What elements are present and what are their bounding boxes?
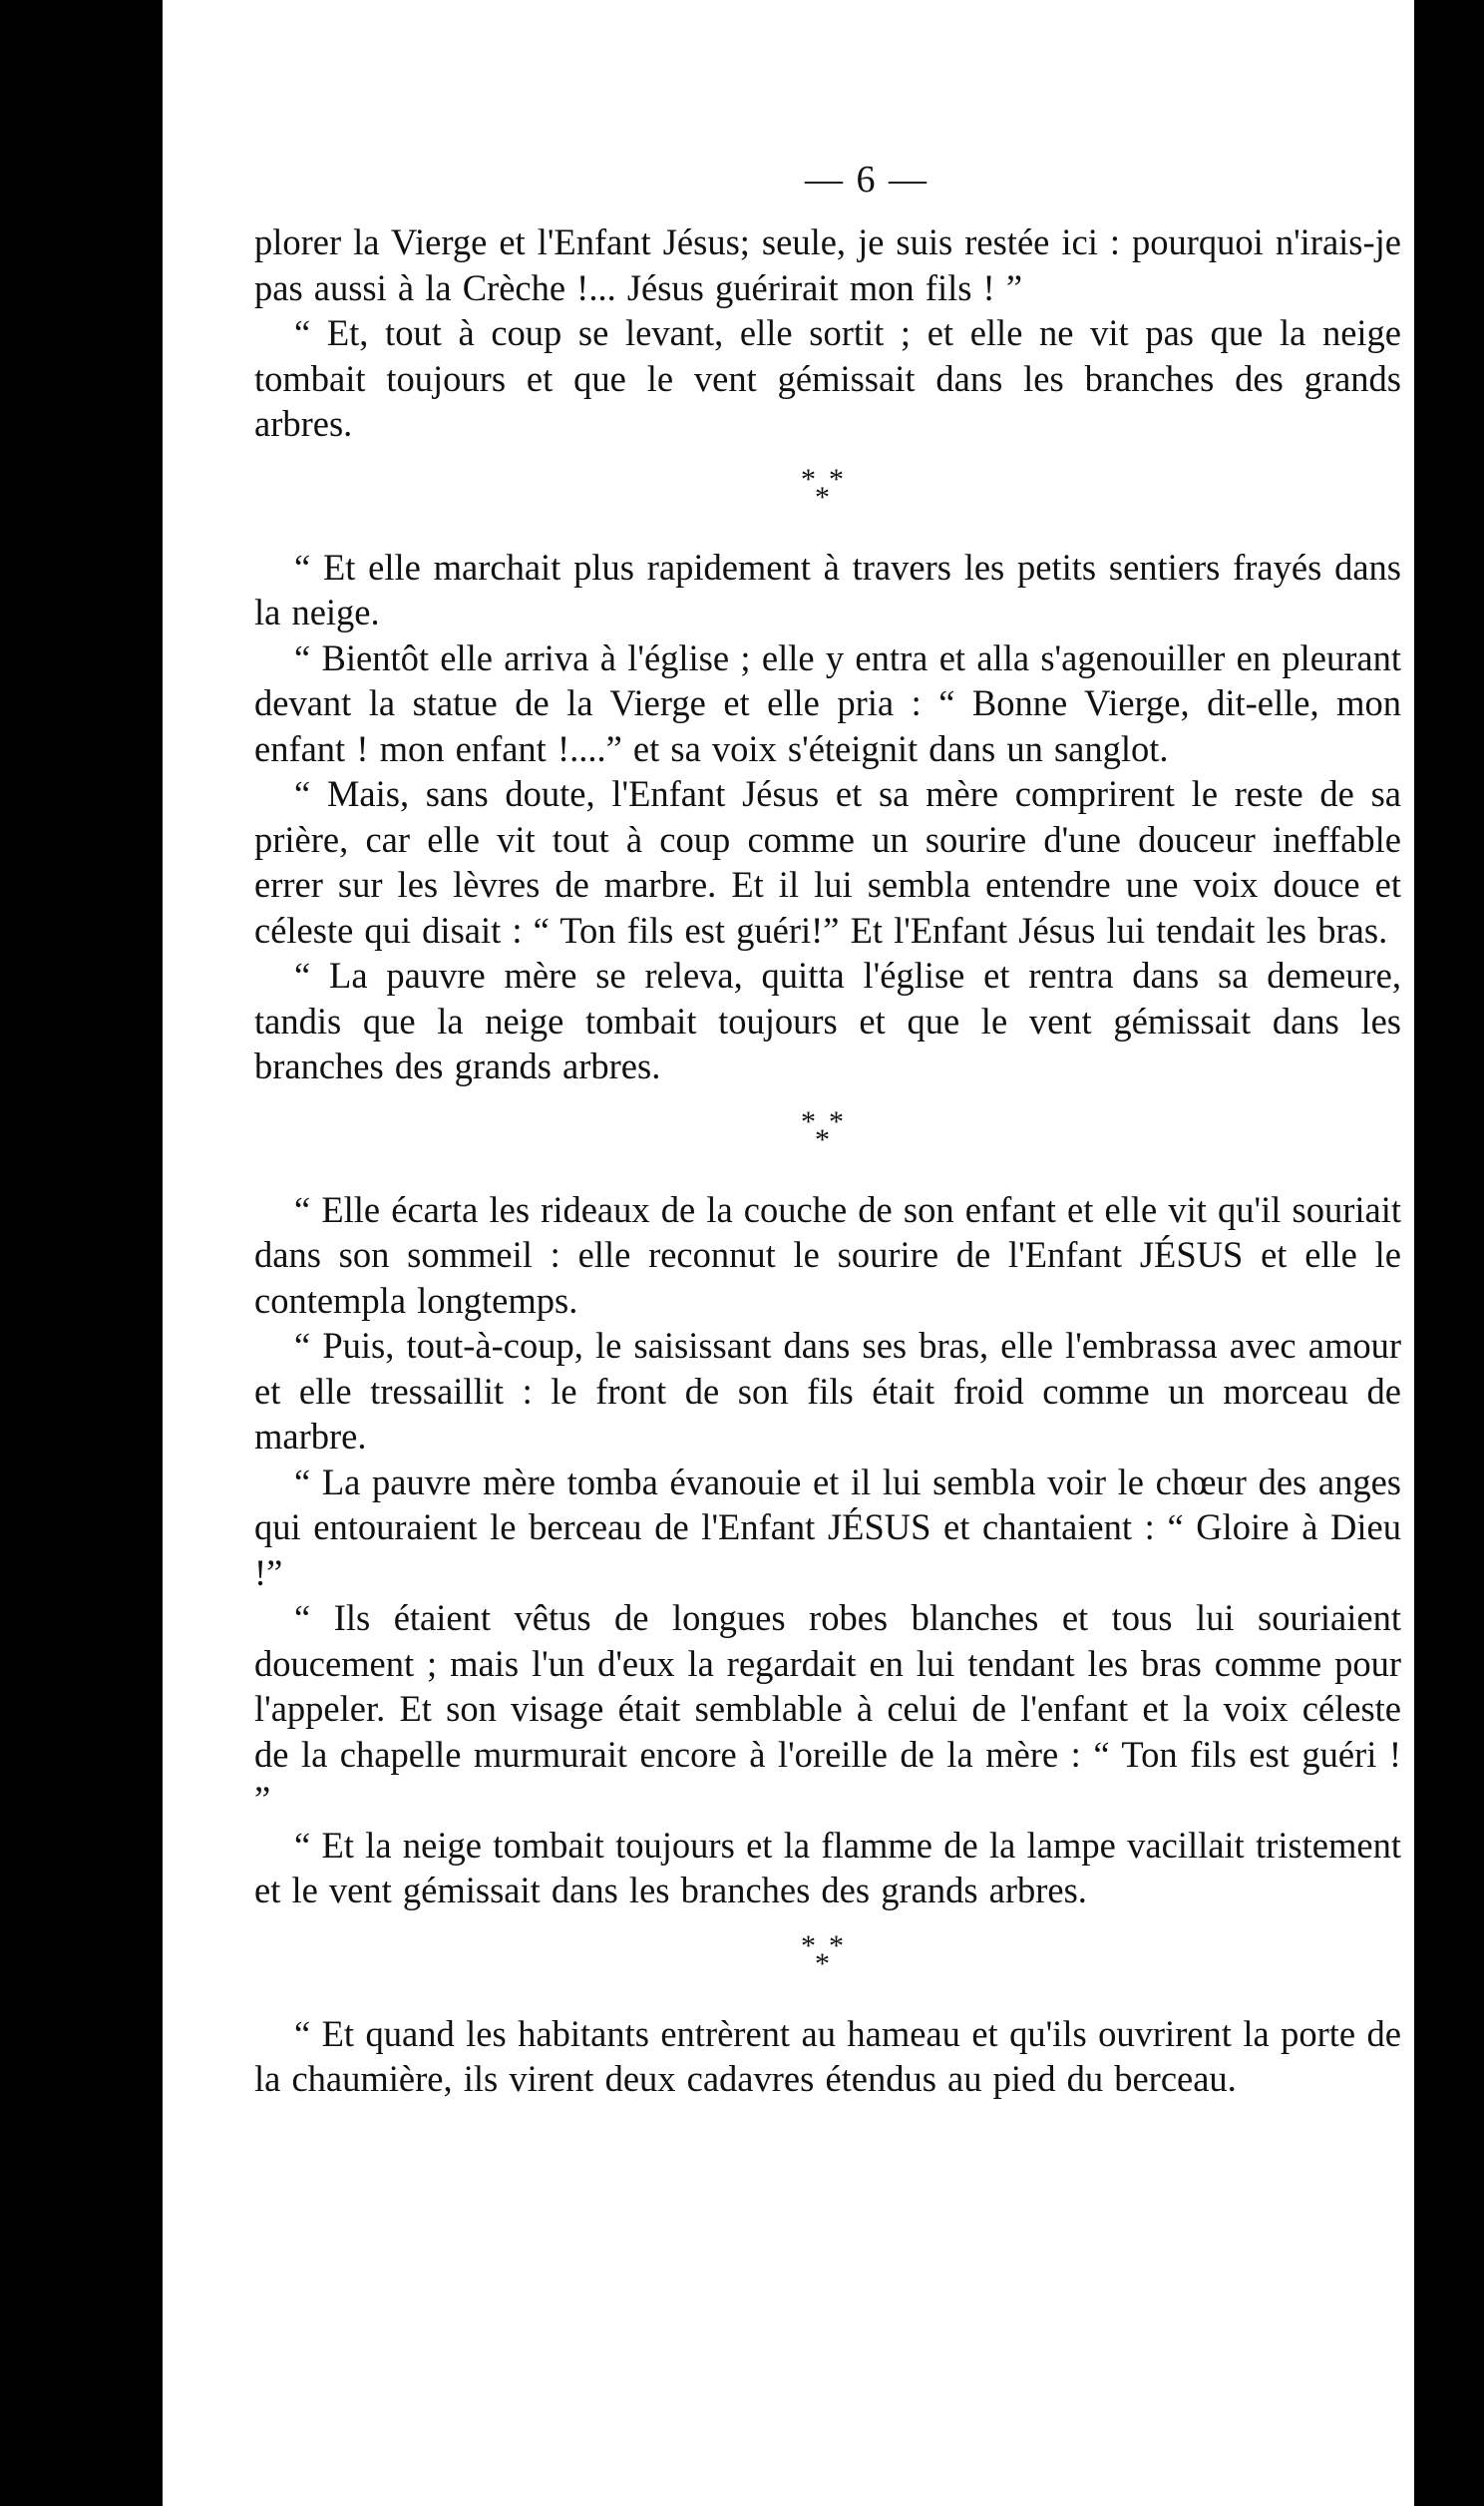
page-content (254, 150, 1401, 2102)
asterism-separator (254, 1101, 1401, 1175)
paragraph: “ Et la neige tombait toujours et la flamme de la lampe vacillait tristement et le vent gémissait dans les branches des grands arbres. (254, 1824, 1401, 1910)
asterisk: * (815, 480, 830, 514)
asterisk: * (829, 1928, 844, 1962)
paragraph: “ Et elle marchait plus rapidement à travers les petits sentiers frayés dans la neige. (254, 546, 1401, 632)
page-number: — 6 — (805, 159, 928, 201)
paragraph-continuation: plorer la Vierge et l'Enfant Jésus; seule, je suis restée ici : pourquoi n'irais-je pas aussi à la Crèche !... Jésus guérirait mon fils ! ” (254, 221, 1401, 308)
asterisk: * (801, 1104, 816, 1138)
paragraph-final: “ Et quand les habitants entrèrent au hameau et qu'ils ouvrirent la porte de la chaumière, ils virent deux cadavres étendus au pied du berceau. (254, 2012, 1401, 2099)
paragraph: “ La pauvre mère tomba évanouie et il lui sembla voir le chœur des anges qui entouraient le berceau de l'Enfant JÉSUS et chantaient : “ Gloire à Dieu !” (254, 1461, 1401, 1593)
book-page (163, 0, 1414, 2506)
asterisk: * (829, 1104, 844, 1138)
asterisk: * (815, 1122, 830, 1156)
paragraph: “ La pauvre mère se releva, quitta l'église et rentra dans sa demeure, tandis que la neige tombait toujours et que le vent gémissait dans les branches des grands arbres. (254, 955, 1401, 1086)
paragraph: “ Mais, sans doute, l'Enfant Jésus et sa mère comprirent le reste de sa prière, car elle vit tout à coup comme un sourire d'une douceur ineffable errer sur les lèvres de marbre. Et il lui sembla entendre une voix douce et céleste qui disait : “ Ton fils est guéri!” Et l'Enfant Jésus lui tendait les bras. (254, 773, 1401, 951)
paragraph: “ Et, tout à coup se levant, elle sortit ; et elle ne vit pas que la neige tombait toujours et que le vent gémissait dans les branches des grands arbres. (254, 312, 1401, 444)
asterism-separator (254, 459, 1401, 533)
asterisk: * (801, 1928, 816, 1962)
paragraph: “ Elle écarta les rideaux de la couche de son enfant et elle vit qu'il souriait dans son sommeil : elle reconnut le sourire de l'Enfant JÉSUS et elle le contempla longtemps. (254, 1188, 1401, 1321)
asterisk: * (815, 1946, 830, 1980)
paragraph: “ Ils étaient vêtus de longues robes blanches et tous lui souriaient doucement ; mais l'un d'eux la regardait en lui tendant les bras comme pour l'appeler. Et son visage était semblable à celui de l'enfant et la voix céleste de la chapelle murmurait encore à l'oreille de la mère : “ Ton fils est guéri ! ” (254, 1597, 1401, 1820)
asterisk: * (801, 462, 816, 496)
paragraph: “ Bientôt elle arriva à l'église ; elle y entra et alla s'agenouiller en pleurant devant la statue de la Vierge et elle pria : “ Bonne Vierge, dit-elle, mon enfant ! mon enfant !....” et sa voix s'éteignit dans un sanglot. (254, 636, 1401, 769)
paragraph: “ Puis, tout-à-coup, le saisissant dans ses bras, elle l'embrassa avec amour et elle tressaillit : le front de son fils était froid comme un morceau de marbre. (254, 1325, 1401, 1457)
asterisk: * (829, 462, 844, 496)
asterism-separator (254, 1925, 1401, 1999)
